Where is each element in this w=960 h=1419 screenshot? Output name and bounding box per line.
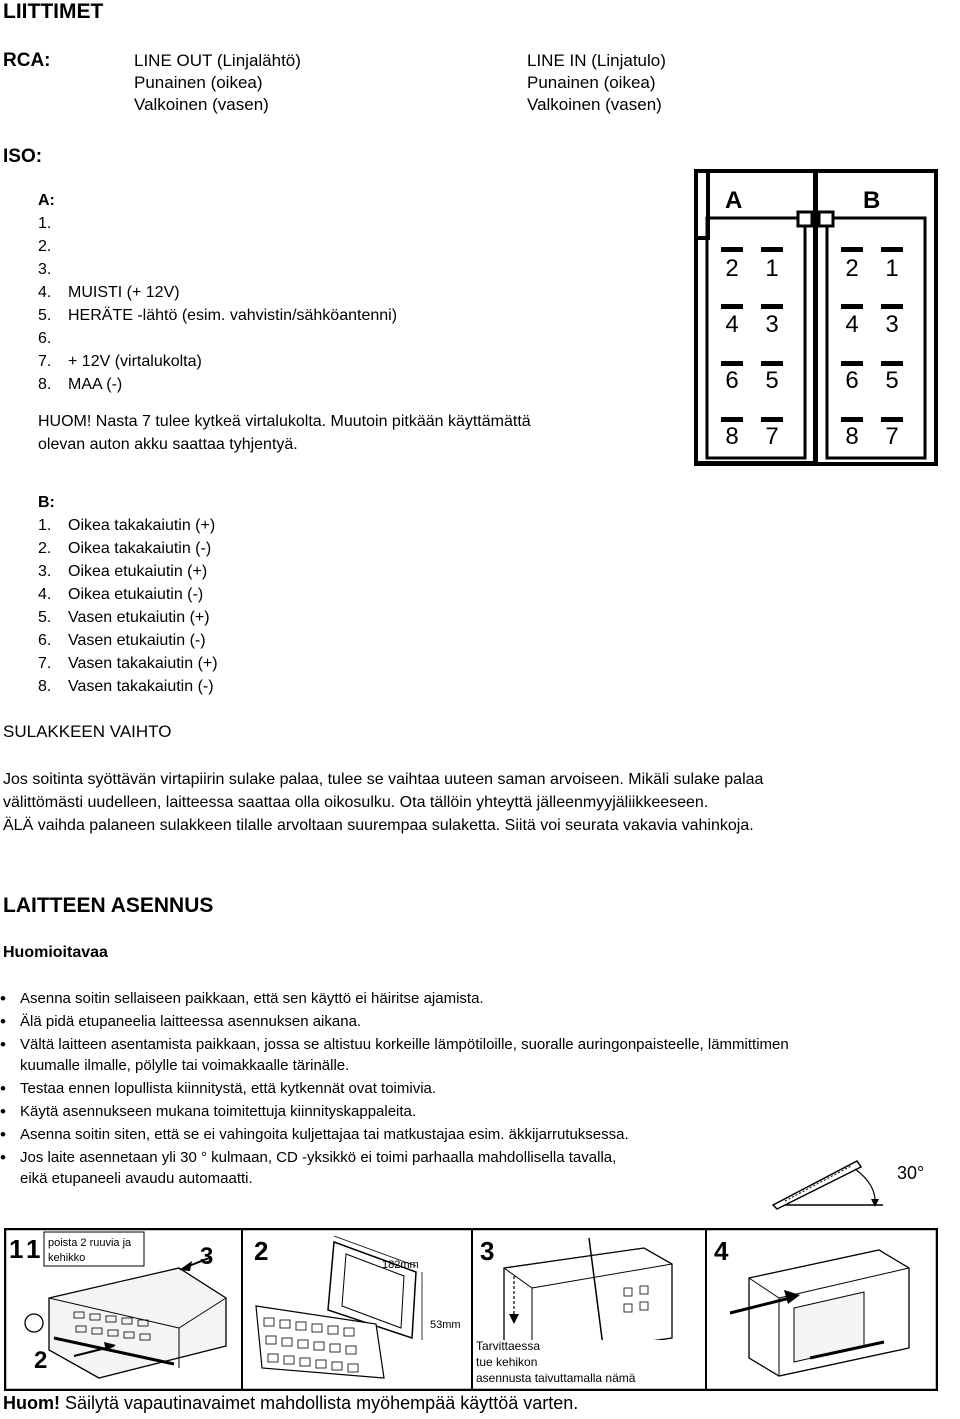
fuse-line-1: Jos soitinta syöttävän virtapiirin sulake palaa, tulee se vaihtaa uuteen saman arvoiseen. Mikäli sulake palaa (3, 771, 764, 788)
pin-label: 7 (885, 423, 899, 450)
rca-line-out (134, 50, 301, 116)
step-1-number-3: 3 (200, 1243, 214, 1270)
step-1-number-2: 2 (34, 1347, 48, 1374)
step-3-number: 3 (480, 1236, 495, 1266)
list-item: • Vältä laitteen asentamista paikkaan, jossa se altistuu korkeille lämpötiloille, suoralle auringonpaisteelle, lämmittimen kuumalle ilmalle, pölylle tai voimakkaalle tärinälle. (0, 1034, 955, 1076)
step-3-note-3: asennusta taivuttamalla nämä (476, 1371, 636, 1385)
footer-note (3, 1393, 578, 1414)
pin-label: 3 (765, 311, 779, 338)
pin-label: 5 (885, 367, 899, 394)
step-3-note-2: tue kehikon (476, 1355, 538, 1369)
line-in-red: Punainen (oikea) (527, 73, 656, 92)
pin-label: 2 (845, 255, 859, 282)
list-item: 3. (38, 261, 52, 278)
list-item: 6. (38, 330, 52, 347)
line-in-title: LINE IN (Linjatulo) (527, 51, 666, 70)
list-item: 3. Oikea etukaiutin (+) (38, 563, 208, 580)
installation-steps-figure (4, 1228, 938, 1391)
footer-text: Säilytä vapautinavaimet mahdollista myöhempää käyttöä varten. (60, 1393, 579, 1413)
step-1-number-b: 1 (26, 1234, 41, 1264)
list-item: 8. MAA (-) (38, 376, 123, 393)
list-item: • Asenna soitin siten, että se ei vahingoita kuljettajaa tai matkustajaa esim. äkkijarrutuksessa. (0, 1124, 955, 1145)
list-item: • Asenna soitin sellaiseen paikkaan, että sen käyttö ei häiritse ajamista. (0, 988, 955, 1009)
list-item: 8. Vasen takakaiutin (-) (38, 678, 214, 695)
line-out-white: Valkoinen (vasen) (134, 95, 269, 114)
list-item: • Jos laite asennetaan yli 30 ° kulmaan, CD -yksikkö ei toimi parhaalla mahdollisella tavalla, eikä etupaneeli avaudu automaatti. (0, 1147, 955, 1189)
step-2-width-dim: 182mm (382, 1259, 419, 1271)
step-3-note-1: Tarvittaessa (476, 1339, 541, 1353)
pin-label: 8 (725, 423, 739, 450)
list-item: • Käytä asennukseen mukana toimitettuja kiinnityskappaleita. (0, 1101, 955, 1122)
iso-label: ISO: (3, 146, 43, 167)
pin-label: 6 (845, 367, 859, 394)
list-item: 4. MUISTI (+ 12V) (38, 284, 180, 301)
pin-label: 4 (725, 311, 739, 338)
list-item: 2. (38, 238, 52, 255)
pin-label: 7 (765, 423, 779, 450)
iso-a-label: A: (38, 192, 55, 209)
list-item: 2. Oikea takakaiutin (-) (38, 540, 212, 557)
step-1-callout: poista 2 ruuvia ja (48, 1237, 132, 1249)
step-1-callout-2: kehikko (48, 1252, 86, 1264)
line-out-title: LINE OUT (Linjalähtö) (134, 51, 301, 70)
pin-label: 8 (845, 423, 859, 450)
step-4-number: 4 (714, 1236, 729, 1266)
install-subheading: Huomioitavaa (3, 944, 108, 961)
pin-label: 2 (725, 255, 739, 282)
iso-note-line-2: olevan auton akku saattaa tyhjentyä. (38, 436, 298, 453)
list-item: 5. Vasen etukaiutin (+) (38, 609, 210, 626)
pin-label: 3 (885, 311, 899, 338)
list-item: 7. + 12V (virtalukolta) (38, 353, 202, 370)
iso-b-list (38, 491, 218, 698)
footer-bold: Huom! (3, 1393, 60, 1413)
fuse-heading: SULAKKEEN VAIHTO (3, 722, 172, 741)
step-2-number: 2 (254, 1236, 269, 1266)
rca-line-in (527, 50, 666, 116)
angle-diagram (765, 1155, 945, 1213)
list-item: 5. HERÄTE -lähtö (esim. vahvistin/sähköantenni) (38, 307, 398, 324)
connector-b-label: B (863, 187, 881, 214)
step-1-number: 1 (9, 1234, 24, 1264)
fuse-line-2: välittömästi uudelleen, laitteessa saattaa olla oikosulku. Ota tällöin yhteyttä jälleenmyyjäliikkeeseen. (3, 794, 709, 811)
line-out-red: Punainen (oikea) (134, 73, 263, 92)
iso-note-line-1: HUOM! Nasta 7 tulee kytkeä virtalukolta. Muutoin pitkään käyttämättä (38, 413, 531, 430)
list-item: 1. Oikea takakaiutin (+) (38, 517, 216, 534)
list-item: 7. Vasen takakaiutin (+) (38, 655, 218, 672)
list-item: • Testaa ennen lopullista kiinnitystä, että kytkennät ovat toimivia. (0, 1078, 955, 1099)
connector-a-label: A (725, 187, 743, 214)
list-item: 6. Vasen etukaiutin (-) (38, 632, 206, 649)
pin-label: 6 (725, 367, 739, 394)
pin-label: 1 (765, 255, 779, 282)
rca-label: RCA: (3, 50, 51, 71)
pin-label: 4 (845, 311, 859, 338)
angle-label: 30° (897, 1163, 925, 1183)
line-in-white: Valkoinen (vasen) (527, 95, 662, 114)
step-2-height-dim: 53mm (430, 1319, 461, 1331)
fuse-paragraph (3, 768, 763, 837)
install-heading: LAITTEEN ASENNUS (3, 894, 214, 917)
list-item: 1. (38, 215, 52, 232)
iso-connector-diagram (693, 168, 939, 468)
pin-label: 1 (885, 255, 899, 282)
list-item: • Älä pidä etupaneelia laitteessa asennuksen aikana. (0, 1011, 955, 1032)
iso-b-label: B: (38, 494, 55, 511)
list-item: 4. Oikea etukaiutin (-) (38, 586, 204, 603)
page-title: LIITTIMET (3, 0, 104, 23)
iso-a-list (38, 189, 531, 456)
fuse-line-3: ÄLÄ vaihda palaneen sulakkeen tilalle arvoltaan suurempaa sulaketta. Siitä voi seurata vakavia vahinkoja. (3, 817, 754, 834)
pin-label: 5 (765, 367, 779, 394)
